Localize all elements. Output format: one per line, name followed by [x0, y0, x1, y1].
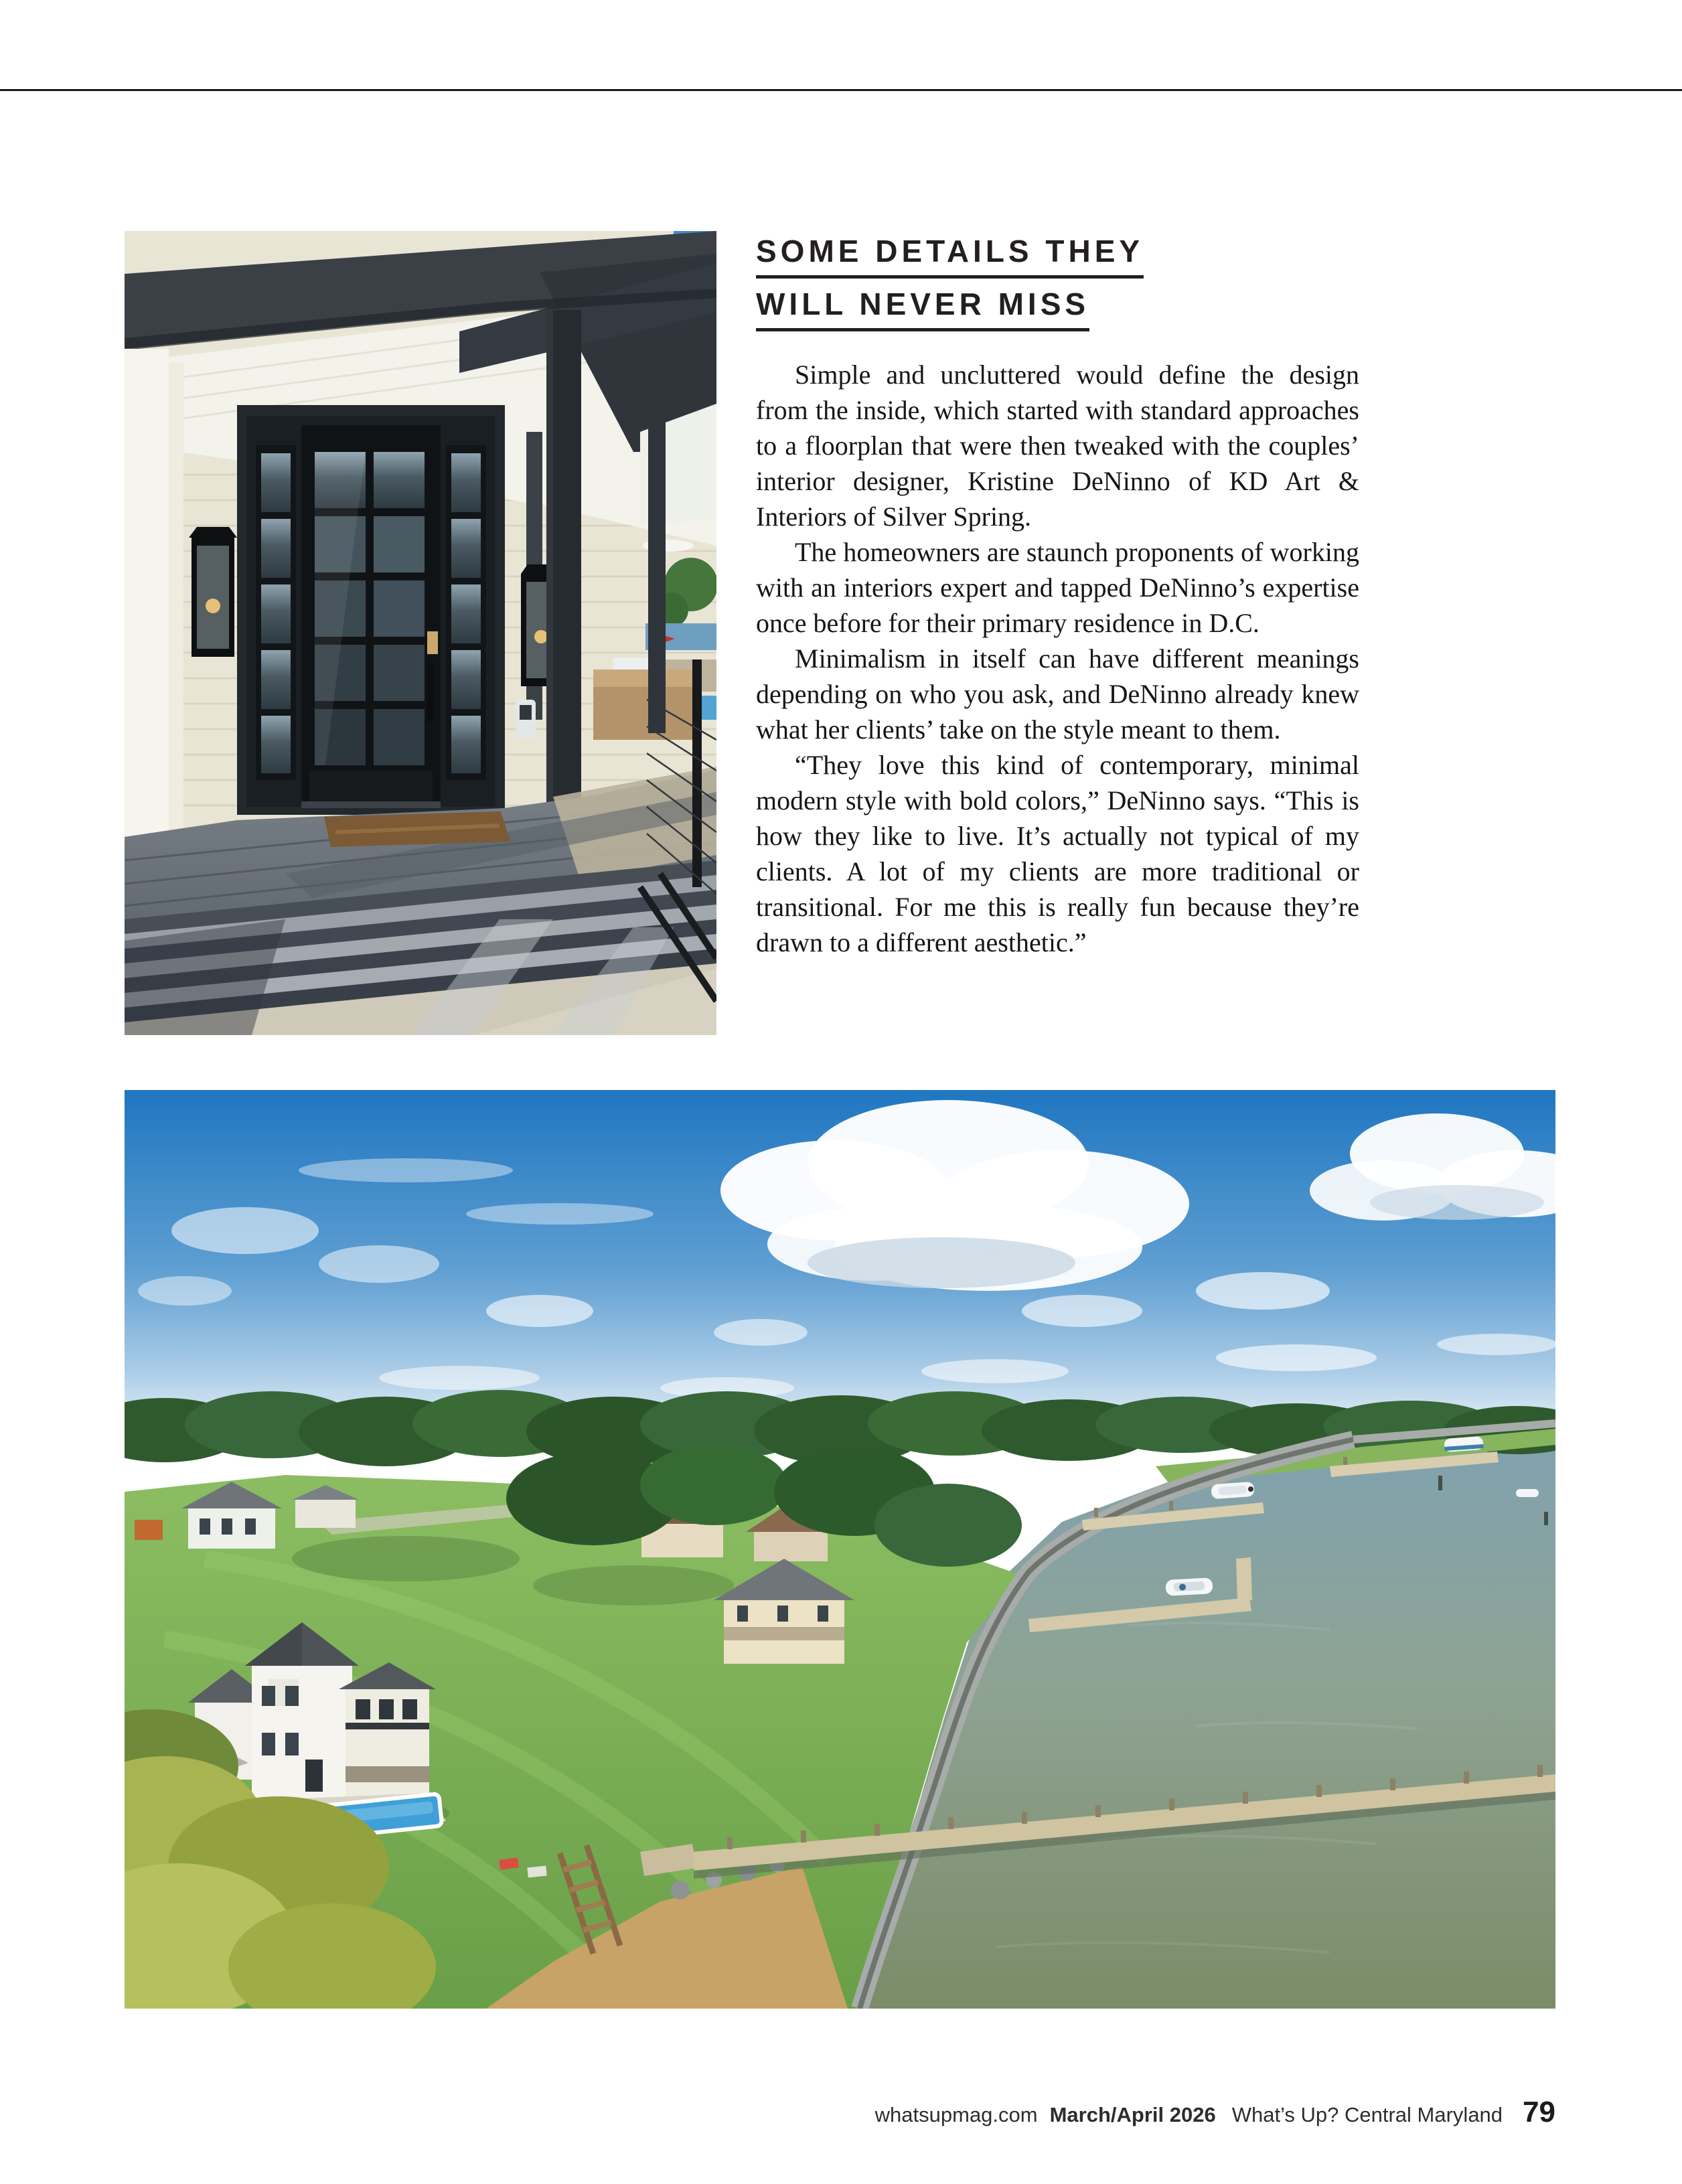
paragraph: The homeowners are staunch proponents of working with an interiors expert and tapped DeNinno’s expertise once before for their primary residence in D.C.: [756, 537, 1359, 638]
paragraph: “They love this kind of contemporary, minimal modern style with bold colors,” DeNinno says. “This is how they like to live. It’s actually not typical of my clients. A lot of my clients are more traditional or transitional. For me this is really fun because they’re drawn to a different aesthetic.”: [756, 750, 1359, 957]
footer-issue: March/April 2026: [1049, 2103, 1216, 2126]
section-headline: [756, 236, 1359, 331]
headline-line-1: SOME DETAILS THEY: [756, 236, 1144, 279]
channel-marker: [1544, 1512, 1548, 1525]
smart-lock: [427, 631, 438, 654]
lawn-chair: [527, 1866, 546, 1878]
left-sconce: [189, 527, 237, 657]
door-handle: [427, 664, 433, 721]
corner-trim: [125, 349, 169, 838]
front-entry-photo: [125, 231, 716, 1035]
footer-website: whatsupmag.com: [874, 2103, 1038, 2126]
paragraph: Simple and uncluttered would define the design from the inside, which started with standard approaches to a floorplan that were then tweaked with the couples’ interior designer, Kristine DeNinno of KD Art & Interiors of Silver Spring.: [756, 360, 1359, 532]
channel-marker: [1438, 1476, 1442, 1490]
footer-page-number: 79: [1523, 2096, 1555, 2128]
front-entry-photo-art: [125, 231, 716, 1035]
article-body: [756, 357, 1359, 960]
aerial-photo-art: [125, 1090, 1555, 2009]
top-rule: [0, 89, 1682, 91]
paragraph: Minimalism in itself can have different meanings depending on who you ask, and DeNinno already knew what her clients’ take on the style meant to them.: [756, 643, 1359, 745]
headline-line-2: WILL NEVER MISS: [756, 289, 1089, 331]
footer-magazine-name: What’s Up? Central Maryland: [1231, 2103, 1503, 2126]
porch-post-2: [648, 392, 666, 733]
article-column: [756, 236, 1359, 960]
page-footer: [875, 2096, 1555, 2129]
aerial-waterfront-photo: [125, 1090, 1555, 2009]
